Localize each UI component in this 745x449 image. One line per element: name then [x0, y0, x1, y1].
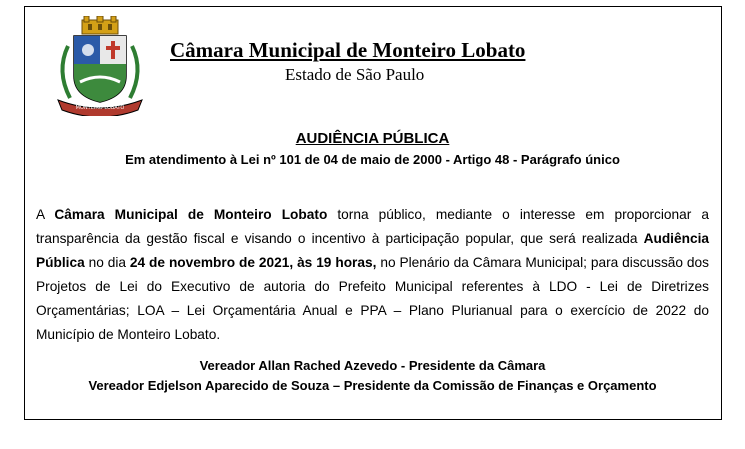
council-name: Câmara Municipal de Monteiro Lobato: [170, 38, 526, 62]
notice-body: [36, 203, 709, 347]
state-name: Estado de São Paulo: [285, 65, 425, 84]
notice-title: AUDIÊNCIA PÚBLICA: [295, 130, 450, 147]
coat-of-arms-icon: [50, 16, 150, 116]
body-text-run: torna público, mediante o interesse em proporcionar a transparência da gestão fiscal e visando o incentivo à participação popular, que será realizada: [36, 207, 709, 246]
body-text-run: no Plenário da Câmara Municipal; para discussão dos Projetos de Lei do Executivo de autoria do Prefeito Municipal referentes à LDO - Lei de Diretrizes Orçamentárias; LOA – Lei Orçamentária Anual e PPA – Plano Plurianual para o exercício de 2022 do Município de Monteiro Lobato.: [36, 255, 710, 342]
signature-president: Vereador Allan Rached Azevedo - Presidente da Câmara: [199, 358, 546, 373]
body-text-run: no dia: [84, 255, 130, 270]
body-emphasis: Audiência Pública: [36, 231, 709, 270]
body-emphasis: Câmara Municipal de Monteiro Lobato: [54, 207, 328, 222]
legal-basis: Em atendimento à Lei nº 101 de 04 de maio de 2000 - Artigo 48 - Parágrafo único: [125, 152, 620, 167]
emblem-motto: MONTEIRO LOBATO: [75, 105, 125, 111]
signature-finance-chair: Vereador Edjelson Aparecido de Souza – Presidente da Comissão de Finanças e Orçamento: [88, 378, 657, 393]
body-text-run: A: [36, 207, 55, 222]
body-emphasis: 24 de novembro de 2021, às 19 horas,: [129, 255, 377, 270]
